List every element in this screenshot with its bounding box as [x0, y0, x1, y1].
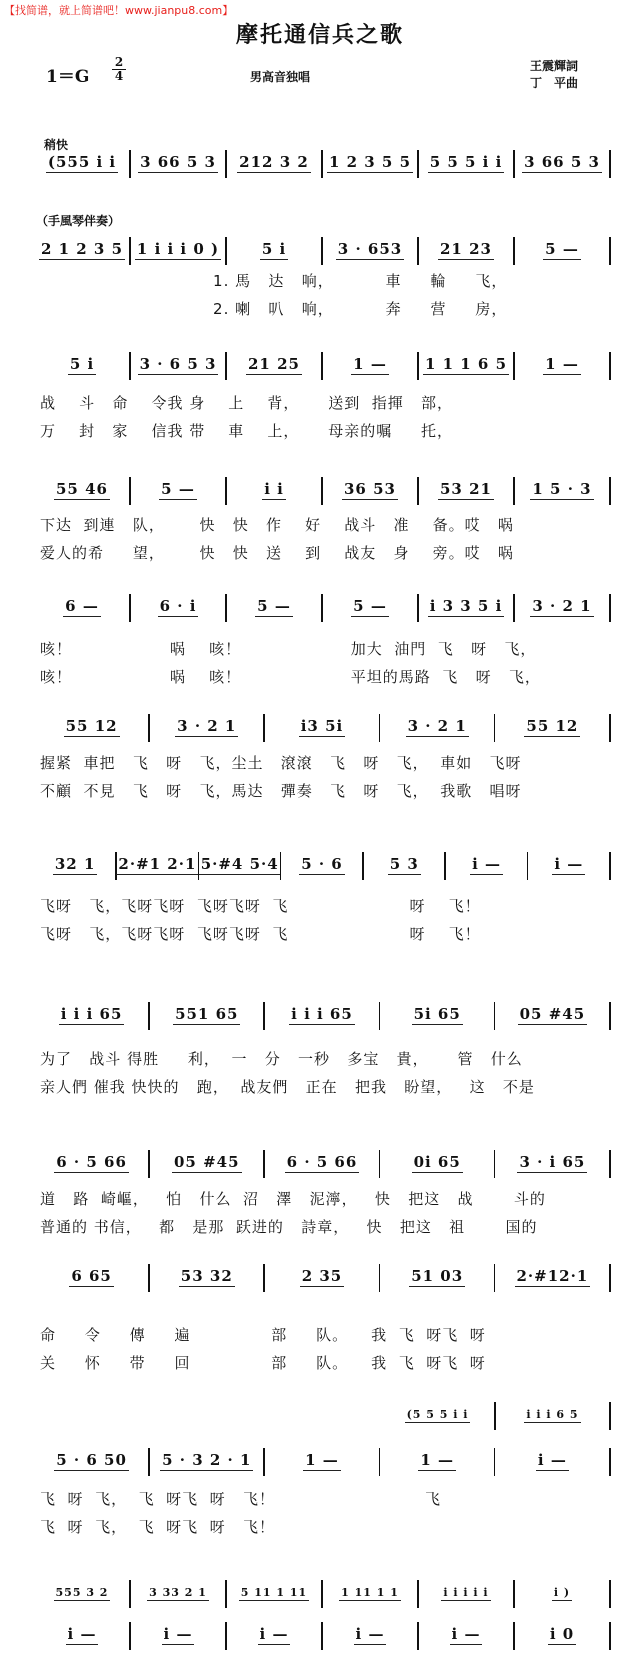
measure-notes: 21 25 [248, 355, 300, 373]
measure-notes: (5 5 5 i i [406, 1407, 469, 1421]
measure-notes: i i i 65 [291, 1005, 353, 1023]
measure [226, 350, 322, 380]
measure [322, 1620, 418, 1650]
measure [418, 475, 514, 505]
measure [514, 1578, 610, 1608]
lyric-verse-2: 飞呀 飞，飞呀飞呀 飞呀飞呀 飞 呀 飞！ [40, 925, 481, 943]
measure [226, 235, 322, 265]
measure-notes: 2·#1 2·1 [118, 855, 197, 873]
measure-notes: 5 i [261, 240, 287, 258]
measure [130, 592, 226, 622]
measure [445, 850, 527, 880]
time-signature [112, 56, 126, 83]
time-signature-top: 2 [114, 55, 124, 69]
measure-notes: 3 · 2 1 [532, 597, 592, 615]
site-banner: 【找简谱，就上简谱吧！www.jianpu8.com】 [4, 4, 234, 17]
lyric-verse-2: 不顧 不見 飞 呀 飞，馬达 彈奏 飞 呀 飞， 我歌 唱呀 [40, 782, 522, 800]
staff-coda_accomp [34, 1578, 610, 1608]
measure-notes: 5 · 6 [301, 855, 343, 873]
measure-notes: 3 · 6 5 3 [139, 355, 217, 373]
measure [149, 1148, 264, 1178]
measure-notes: 53 21 [440, 480, 492, 498]
measure-notes: 53 32 [180, 1267, 233, 1285]
measure-notes: 1 5 · 3 [532, 480, 592, 498]
measure-notes: (555 i i [47, 153, 117, 171]
measure [418, 350, 514, 380]
measure [264, 712, 379, 742]
staff-line4 [34, 592, 610, 622]
measure-notes: 5 · 3 2 · 1 [162, 1451, 252, 1469]
measure-notes: 55 12 [65, 717, 118, 735]
measure [322, 592, 418, 622]
measure [130, 1620, 226, 1650]
composer: 丁 平曲 [530, 76, 579, 90]
measure-notes: i — [451, 1625, 481, 1643]
lyric-verse-1: 下达 到連 队， 快 快 作 好 战斗 准 备。哎 㖞 [40, 516, 514, 534]
barline [609, 594, 611, 622]
measure-notes: 5 — [257, 597, 291, 615]
measure-notes: i i i 65 [60, 1005, 123, 1023]
measure [495, 1446, 610, 1476]
measure-notes: 2·#12·1 [516, 1267, 589, 1285]
measure-notes: i i i i i [443, 1585, 489, 1599]
barline [609, 714, 611, 742]
staff-line9 [34, 1262, 610, 1292]
measure-notes: 36 53 [344, 480, 396, 498]
barline [609, 852, 611, 880]
measure-notes: i — [67, 1625, 97, 1643]
measure [34, 592, 130, 622]
measure [34, 1000, 149, 1030]
measure-notes: i — [554, 855, 584, 873]
measure [418, 1578, 514, 1608]
measure-notes: 3 66 5 3 [140, 153, 216, 171]
measure [281, 850, 363, 880]
measure [264, 1148, 379, 1178]
measure [226, 148, 322, 178]
measure-notes: 55 12 [526, 717, 579, 735]
staff-coda [34, 1620, 610, 1650]
measure [514, 235, 610, 265]
measure-notes: 5 5 5 i i [429, 153, 503, 171]
barline [609, 1150, 611, 1178]
measure-notes: 5 11 1 11 [240, 1585, 308, 1599]
measure [34, 475, 130, 505]
measure-notes: 55 46 [56, 480, 108, 498]
measure-notes: i — [537, 1451, 567, 1469]
measure-notes: 1 — [545, 355, 579, 373]
measure-notes: 1 — [420, 1451, 455, 1469]
measure-notes: i i [264, 480, 284, 498]
measure-notes: 5 — [161, 480, 195, 498]
staff-line10_accomp [380, 1400, 610, 1430]
measure [380, 1446, 495, 1476]
measure-notes: 6 65 [71, 1267, 112, 1285]
barline [609, 1264, 611, 1292]
measure-notes: 2 35 [301, 1267, 343, 1285]
measure [514, 592, 610, 622]
tempo-marking: 稍快 [44, 138, 69, 152]
measure [34, 1620, 130, 1650]
measure [116, 850, 198, 880]
measure-notes: 2 1 2 3 5 [40, 240, 124, 258]
lyric-verse-1: 道 路 崎嶇， 怕 什么 沼 澤 泥濘， 快 把这 战 斗的 [40, 1190, 546, 1208]
voice-type: 男高音独唱 [250, 70, 311, 84]
measure [34, 148, 130, 178]
barline [609, 150, 611, 178]
measure [149, 1262, 264, 1292]
lyricist: 王震輝詞 [530, 59, 579, 73]
measure [226, 475, 322, 505]
lyric-verse-1: 战 斗 命 令我 身 上 背， 送到 指揮 部， [40, 394, 454, 412]
measure [34, 1578, 130, 1608]
lyric-verse-1: 1. 馬 达 响， 車 輪 飞， [40, 272, 508, 290]
measure [130, 475, 226, 505]
measure [34, 235, 130, 265]
measure [34, 1262, 149, 1292]
measure-notes: 3 · i 65 [519, 1153, 586, 1171]
measure [226, 1620, 322, 1650]
barline [609, 477, 611, 505]
measure [495, 1000, 610, 1030]
measure [495, 1400, 610, 1430]
lyric-verse-2: 亲人們 催我 快快的 跑， 战友們 正在 把我 盼望， 这 不是 [40, 1078, 535, 1096]
barline [609, 1580, 611, 1608]
measure [495, 1262, 610, 1292]
barline [609, 1002, 611, 1030]
measure-notes: i — [472, 855, 502, 873]
measure-notes: 1 — [353, 355, 387, 373]
measure-notes: 3 · 653 [337, 240, 403, 258]
lyric-verse-1: 飞 呀 飞， 飞 呀飞 呀 飞！ 飞 [40, 1490, 441, 1508]
measure-notes: 6 · 5 66 [286, 1153, 358, 1171]
lyric-verse-2: 飞 呀 飞， 飞 呀飞 呀 飞！ [40, 1518, 275, 1536]
measure-notes: 3 · 2 1 [407, 717, 467, 735]
lyric-verse-2: 爱人的希 望， 快 快 送 到 战友 身 旁。哎 㖞 [40, 544, 514, 562]
measure-notes: 5 i [69, 355, 95, 373]
measure [418, 1620, 514, 1650]
measure-notes: 5 — [545, 240, 579, 258]
measure-notes: 212 3 2 [239, 153, 309, 171]
measure [34, 850, 116, 880]
staff-line1 [34, 235, 610, 265]
staff-line2 [34, 350, 610, 380]
measure [380, 1400, 495, 1430]
measure [149, 1446, 264, 1476]
staff-line6 [34, 850, 610, 880]
measure [322, 475, 418, 505]
measure-notes: 1 — [305, 1451, 339, 1469]
measure-notes: i 3 3 5 i [429, 597, 503, 615]
measure [322, 235, 418, 265]
lyric-verse-1: 握紧 車把 飞 呀 飞，尘土 滾滾 飞 呀 飞， 車如 飞呀 [40, 754, 522, 772]
measure [199, 850, 281, 880]
measure [514, 148, 610, 178]
measure [380, 1262, 495, 1292]
measure-notes: 5 3 [389, 855, 419, 873]
measure-notes: 6 · i [159, 597, 197, 615]
measure-notes: 05 #45 [519, 1005, 586, 1023]
staff-line7 [34, 1000, 610, 1030]
measure [514, 1620, 610, 1650]
measure-notes: 0i 65 [413, 1153, 461, 1171]
measure-notes: 51 03 [411, 1267, 464, 1285]
barline [609, 352, 611, 380]
measure [130, 148, 226, 178]
lyric-verse-1: 命 令 傳 遍 部 队。 我 飞 呀飞 呀 [40, 1326, 486, 1344]
measure-notes: 1 11 1 1 [341, 1585, 399, 1599]
measure-notes: 5 · 6 50 [56, 1451, 127, 1469]
measure-notes: 21 23 [440, 240, 492, 258]
measure [130, 1578, 226, 1608]
measure-notes: 5i 65 [413, 1005, 461, 1023]
measure [495, 712, 610, 742]
measure-notes: 6 · 5 66 [56, 1153, 127, 1171]
measure [322, 148, 418, 178]
measure-notes: 551 65 [175, 1005, 239, 1023]
accompaniment-note: （手風琴伴奏） [36, 214, 121, 228]
measure [264, 1262, 379, 1292]
measure [380, 1000, 495, 1030]
measure-notes: 1 1 1 6 5 [424, 355, 508, 373]
measure [528, 850, 610, 880]
measure-notes: 3 · 2 1 [177, 717, 237, 735]
measure-notes: 5·#4 5·4 [200, 855, 279, 873]
measure-notes: 1 i i i 0 ) [136, 240, 220, 258]
measure [264, 1446, 379, 1476]
lyric-verse-2: 万 封 家 信我 带 車 上， 母亲的嘱 托， [40, 422, 454, 440]
staff-intro [34, 148, 610, 178]
measure [264, 1000, 379, 1030]
measure-notes: 32 1 [54, 855, 96, 873]
staff-line8 [34, 1148, 610, 1178]
measure-notes: i3 5i [300, 717, 344, 735]
measure-notes: i ) [553, 1585, 571, 1599]
lyric-verse-2: 咳！ 㖞 咳！ 平坦的馬路 飞 呀 飞， [40, 668, 541, 686]
measure [130, 235, 226, 265]
measure [226, 1578, 322, 1608]
measure [418, 592, 514, 622]
measure [380, 1148, 495, 1178]
measure [130, 350, 226, 380]
measure [322, 1578, 418, 1608]
measure-notes: i — [163, 1625, 193, 1643]
measure [380, 712, 495, 742]
song-title: 摩托通信兵之歌 [235, 22, 404, 48]
staff-line10 [34, 1446, 610, 1476]
time-signature-bottom: 4 [112, 69, 126, 83]
lyric-verse-2: 普通的 书信， 都 是那 跃进的 詩章， 快 把这 祖 国的 [40, 1218, 538, 1236]
measure-notes: 5 — [353, 597, 387, 615]
staff-line3 [34, 475, 610, 505]
measure [34, 1446, 149, 1476]
measure-notes: 3 33 2 1 [149, 1585, 207, 1599]
measure-notes: 05 #45 [174, 1153, 240, 1171]
lyric-verse-2: 2. 喇 叭 响， 奔 营 房， [40, 300, 508, 318]
lyric-verse-2: 关 怀 带 回 部 队。 我 飞 呀飞 呀 [40, 1354, 486, 1372]
measure-notes: i — [259, 1625, 289, 1643]
measure [418, 148, 514, 178]
measure [34, 350, 130, 380]
measure [363, 850, 445, 880]
barline [609, 1402, 611, 1430]
measure [418, 235, 514, 265]
barline [609, 237, 611, 265]
measure [514, 475, 610, 505]
measure [149, 1000, 264, 1030]
measure-notes: 1 2 3 5 5 [328, 153, 412, 171]
measure [34, 712, 149, 742]
barline [609, 1622, 611, 1650]
credits [530, 58, 578, 92]
measure-notes: i 0 [549, 1625, 575, 1643]
measure-notes: i — [355, 1625, 385, 1643]
measure-notes: 6 — [65, 597, 99, 615]
measure [322, 350, 418, 380]
measure-notes: i i i 6 5 [526, 1407, 579, 1421]
measure-notes: 3 66 5 3 [524, 153, 600, 171]
measure [149, 712, 264, 742]
measure [514, 350, 610, 380]
staff-line5 [34, 712, 610, 742]
measure [226, 592, 322, 622]
lyric-verse-1: 飞呀 飞，飞呀飞呀 飞呀飞呀 飞 呀 飞！ [40, 897, 481, 915]
lyric-verse-1: 为了 战斗 得胜 利， 一 分 一秒 多宝 貴， 管 什么 [40, 1050, 523, 1068]
lyric-verse-1: 咳！ 㖞 咳！ 加大 油門 飞 呀 飞， [40, 640, 537, 658]
key-signature: 1＝G [46, 67, 90, 87]
barline [609, 1448, 611, 1476]
measure-notes: 555 3 2 [55, 1585, 109, 1599]
measure [495, 1148, 610, 1178]
measure [34, 1148, 149, 1178]
